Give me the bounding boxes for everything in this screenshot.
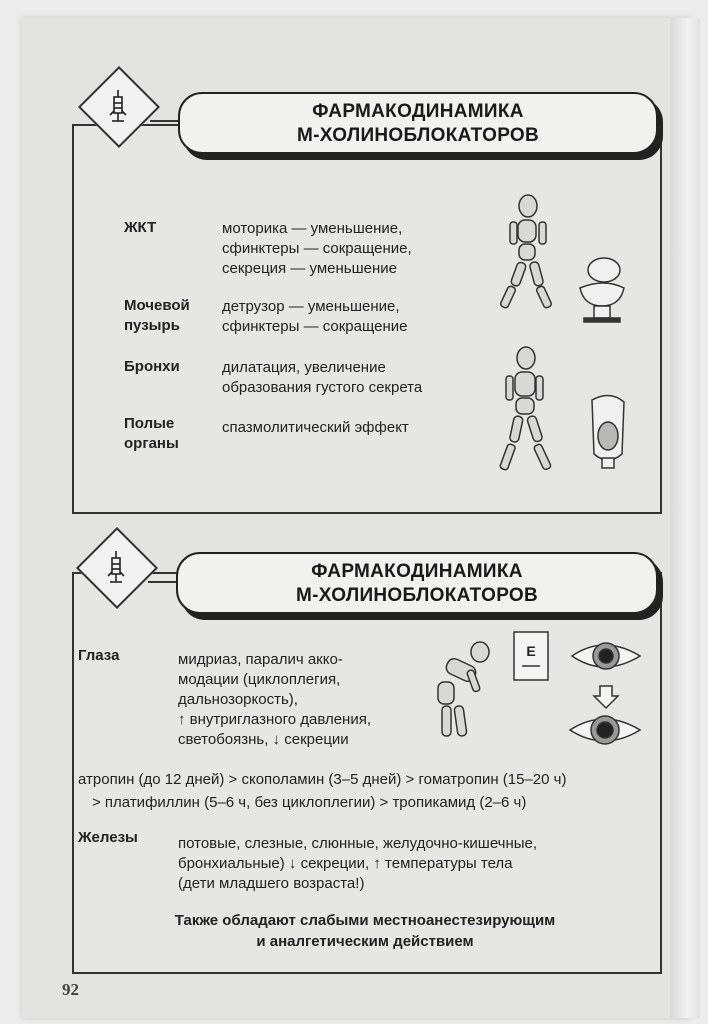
closing-note: Также обладают слабыми местноанестезирующим и аналгетическим действием	[174, 912, 556, 950]
text-bladder: детрузор — уменьшение, сфинктеры — сокращение	[222, 298, 408, 335]
label-eyes: Глаза	[78, 647, 120, 664]
title-line-1: ФАРМАКОДИНАМИКА	[311, 561, 523, 582]
panel-title	[178, 92, 658, 154]
text-hollow-organs: спазмолитический эффект	[222, 419, 409, 436]
label-bladder: Мочевой пузырь	[124, 297, 190, 334]
title-connector	[150, 120, 180, 122]
duration-line-2: > платифиллин (5–6 ч, без циклоплегии) > тропикамид (2–6 ч)	[92, 794, 527, 811]
text-gi-tract: моторика — уменьшение, сфинктеры — сокращение, секреция — уменьшение	[222, 220, 412, 277]
text-bronchi: дилатация, увеличение образования густого секрета	[222, 359, 423, 396]
label-glands: Железы	[78, 829, 138, 846]
eyes-illustration	[432, 626, 654, 754]
mannequin-toilet-illustration	[492, 192, 642, 492]
title-line-1: ФАРМАКОДИНАМИКА	[312, 101, 524, 122]
book-spine	[670, 18, 700, 1018]
label-hollow-organs: Полые органы	[124, 415, 179, 452]
title-line-2: М-ХОЛИНОБЛОКАТОРОВ	[295, 585, 539, 606]
syringe-icon	[101, 550, 131, 586]
text-glands: потовые, слезные, слюнные, желудочно-кишечные, бронхиальные) ↓ секреции, ↑ температуры тела (дети младшего возраста!)	[178, 835, 538, 892]
page-number: 92	[62, 980, 79, 999]
title-connector	[148, 581, 178, 583]
panel-title	[176, 552, 658, 614]
title-line-2: М-ХОЛИНОБЛОКАТОРОВ	[296, 125, 540, 146]
svg-text:E: E	[526, 643, 536, 659]
syringe-icon	[103, 89, 133, 125]
label-bronchi: Бронхи	[124, 358, 180, 375]
text-eyes: мидриаз, паралич акко- модации (циклоплегия, дальнозоркость), ↑ внутриглазного давления, светобоязнь, ↓ секреции	[178, 651, 372, 748]
label-gi-tract: ЖКТ	[124, 219, 157, 236]
duration-line-1: атропин (до 12 дней) > скополамин (3–5 дней) > гоматропин (15–20 ч)	[78, 771, 567, 788]
